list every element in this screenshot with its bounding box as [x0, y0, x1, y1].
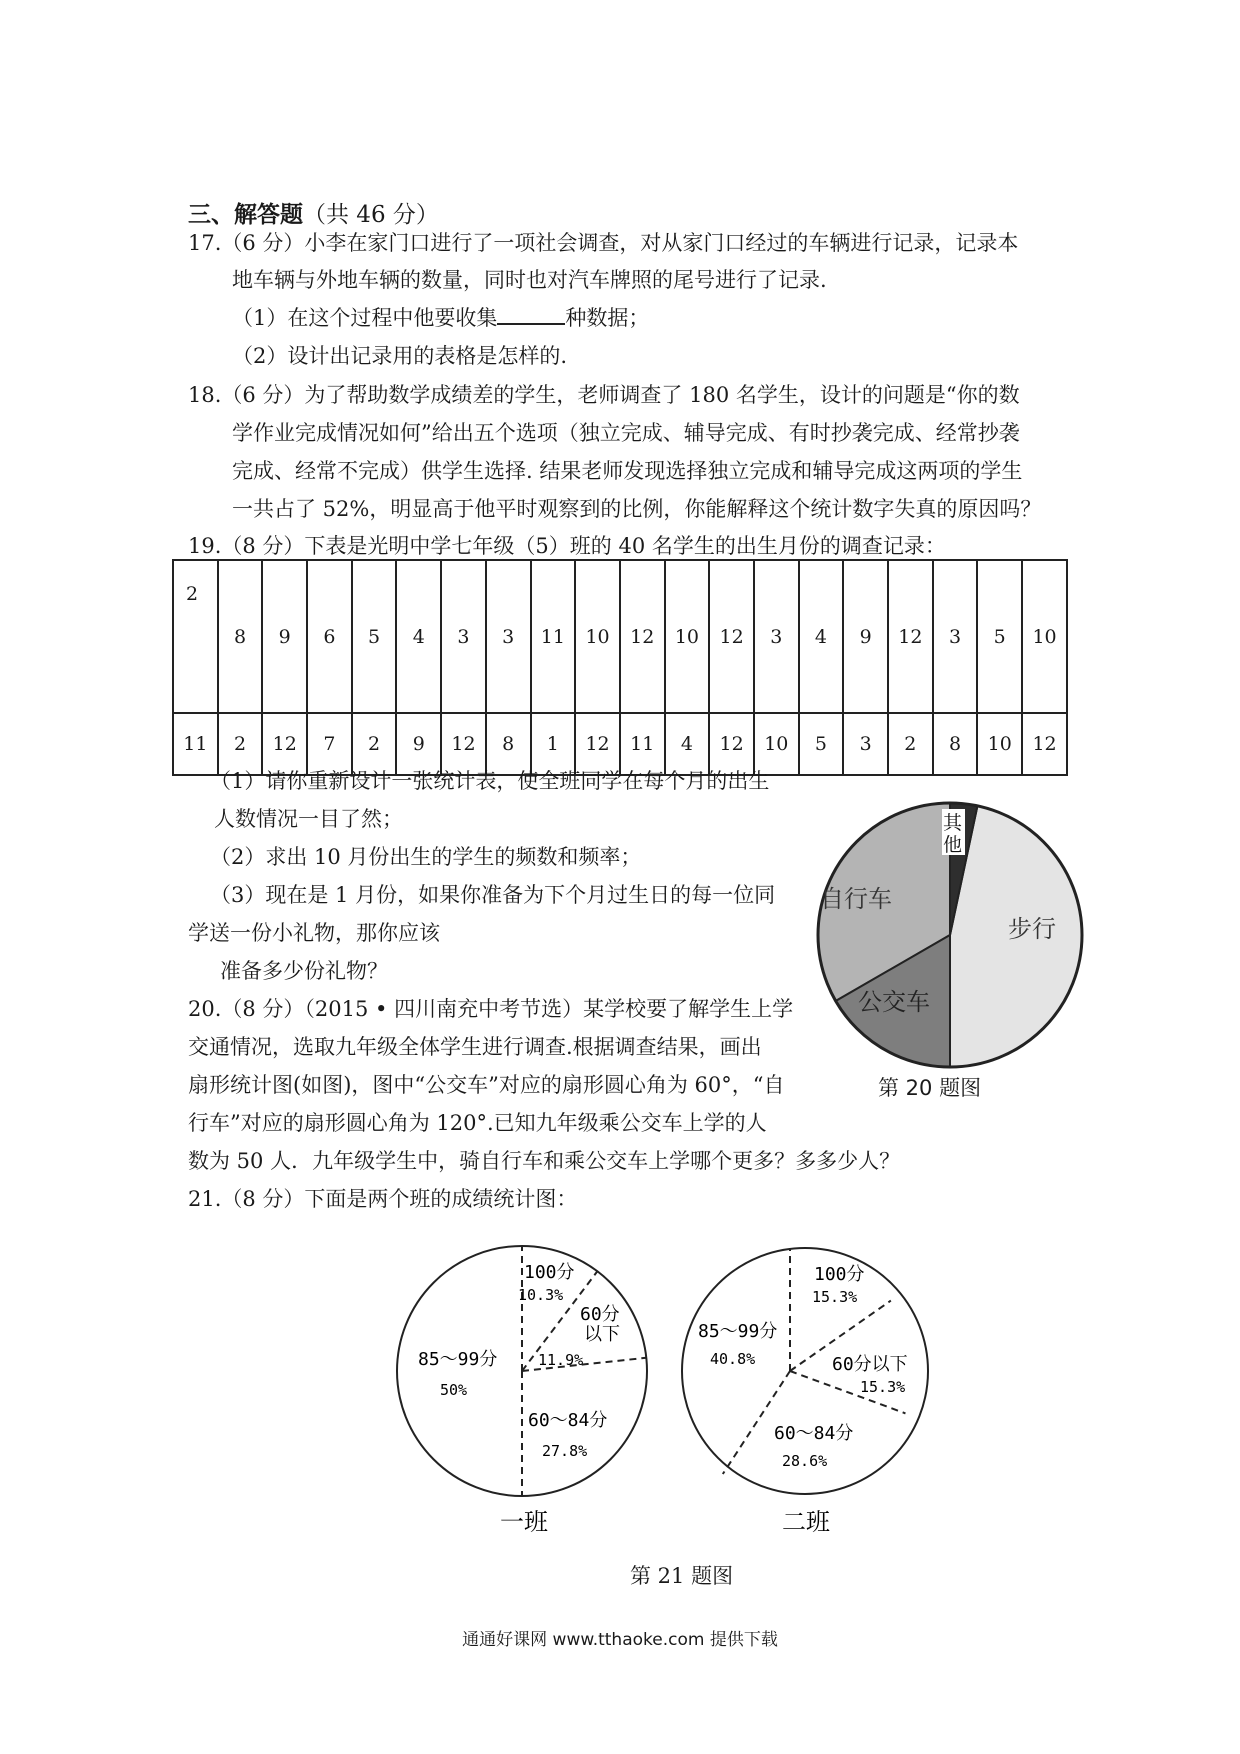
label-bike: 自行车 — [820, 885, 892, 913]
class1-score-pie — [390, 1240, 660, 1540]
table-cell: 12 — [620, 560, 665, 713]
class2-title: 二班 — [782, 1508, 830, 1536]
class2-pct-6084: 28.6% — [782, 1452, 828, 1470]
class2-label-8599: 85～99分 — [698, 1321, 778, 1342]
class2-label-6084: 60～84分 — [774, 1423, 854, 1444]
class1-label-8599: 85～99分 — [418, 1349, 498, 1370]
birth-month-table — [172, 559, 1068, 776]
q19-sub3c: 准备多少份礼物？ — [220, 959, 388, 983]
q20-line1: 20.（8 分）（2015 • 四川南充中考节选）某学校要了解学生上学 — [188, 997, 794, 1021]
q17-line2: 地车辆与外地车辆的数量，同时也对汽车牌照的尾号进行了记录. — [232, 268, 827, 292]
table-cell: 8 — [933, 713, 978, 775]
table-cell: 10 — [665, 560, 710, 713]
label-bus: 公交车 — [858, 988, 930, 1016]
table-cell: 6 — [307, 560, 352, 713]
table-cell: 9 — [843, 560, 888, 713]
table-cell: 11 — [620, 713, 665, 775]
table-cell: 4 — [665, 713, 710, 775]
table-row-1 — [173, 560, 1067, 713]
table-cell: 5 — [799, 713, 844, 775]
label-walk: 步行 — [1008, 915, 1056, 943]
class1-label-6084: 60～84分 — [528, 1410, 608, 1431]
table-cell: 10 — [575, 560, 620, 713]
q18-line1: 18.（6 分）为了帮助数学成绩差的学生，老师调查了 180 名学生，设计的问题是“你的数 — [188, 383, 1020, 407]
class1-label-60a: 60分 — [580, 1304, 620, 1325]
answer-blank[interactable] — [497, 303, 565, 325]
q19-line1: 19.（8 分）下表是光明中学七年级（5）班的 40 名学生的出生月份的调查记录： — [188, 534, 946, 558]
table-cell: 12 — [575, 713, 620, 775]
section-points: （共 46 分） — [303, 202, 439, 228]
q20-line2: 交通情况，选取九年级全体学生进行调查.根据调查结果，画出 — [188, 1035, 762, 1059]
table-cell: 5 — [352, 560, 397, 713]
footer-text: 通通好课网 www.tthaoke.com 提供下载 — [462, 1630, 778, 1650]
table-cell: 12 — [709, 713, 754, 775]
q20-line5: 数为 50 人．九年级学生中，骑自行车和乘公交车上学哪个更多？多多少人？ — [188, 1149, 901, 1173]
table-cell: 2 — [888, 713, 933, 775]
q17-sub1-before: （1）在这个过程中他要收集 — [232, 306, 498, 330]
class1-pct-100: 10.3% — [518, 1286, 564, 1304]
table-cell: 2 — [173, 560, 218, 713]
table-cell: 3 — [441, 560, 486, 713]
table-cell: 3 — [933, 560, 978, 713]
q18-line2: 学作业完成情况如何”给出五个选项（独立完成、辅导完成、有时抄袭完成、经常抄袭 — [232, 421, 1020, 445]
table-cell: 11 — [173, 713, 218, 775]
table-cell: 9 — [262, 560, 307, 713]
q17-line1: 17.（6 分）小李在家门口进行了一项社会调查，对从家门口经过的车辆进行记录，记录本 — [188, 231, 1019, 255]
q19-sub1a: （1）请你重新设计一张统计表，使全班同学在每个月的出生 — [210, 769, 770, 793]
q19-sub1b: 人数情况一目了然； — [214, 807, 403, 831]
table-cell: 3 — [843, 713, 888, 775]
class1-label-100: 100分 — [524, 1262, 575, 1283]
table-cell: 4 — [396, 560, 441, 713]
label-other-a: 其 — [943, 812, 963, 834]
q17-sub1 — [232, 303, 649, 333]
table-cell: 7 — [307, 713, 352, 775]
class1-pct-6084: 27.8% — [542, 1442, 588, 1460]
q18-line3: 完成、经常不完成）供学生选择. 结果老师发现选择独立完成和辅导完成这两项的学生 — [232, 459, 1023, 483]
label-other-b: 他 — [943, 834, 963, 856]
section-title — [188, 196, 439, 229]
q20-line3: 扇形统计图(如图)，图中“公交车”对应的扇形圆心角为 60°，“自 — [188, 1073, 785, 1097]
q17-sub1-after: 种数据； — [565, 306, 650, 330]
class1-pct-8599: 50% — [440, 1381, 468, 1399]
q20-line4: 行车”对应的扇形圆心角为 120°.已知九年级乘公交车上学的人 — [188, 1111, 767, 1135]
table-cell: 12 — [1022, 713, 1067, 775]
table-cell: 4 — [799, 560, 844, 713]
section-title-text: 三、解答题 — [188, 202, 303, 228]
table-cell: 2 — [352, 713, 397, 775]
table-cell: 9 — [396, 713, 441, 775]
class2-pct-100: 15.3% — [812, 1288, 858, 1306]
table-cell: 3 — [486, 560, 531, 713]
q17-sub2: （2）设计出记录用的表格是怎样的. — [232, 344, 568, 368]
table-cell: 2 — [218, 713, 263, 775]
table-cell: 1 — [531, 713, 576, 775]
class1-title: 一班 — [500, 1508, 548, 1536]
class2-score-pie — [672, 1240, 942, 1540]
table-cell: 12 — [262, 713, 307, 775]
table-cell: 11 — [531, 560, 576, 713]
table-cell: 12 — [888, 560, 933, 713]
q19-sub2: （2）求出 10 月份出生的学生的频数和频率； — [210, 845, 642, 869]
class2-label-100: 100分 — [814, 1264, 865, 1285]
class2-label-60: 60分以下 — [832, 1354, 908, 1375]
class1-label-60b: 以下 — [584, 1324, 620, 1345]
table-cell: 10 — [754, 713, 799, 775]
table-cell: 8 — [218, 560, 263, 713]
class2-pct-8599: 40.8% — [710, 1350, 756, 1368]
table-cell: 5 — [977, 560, 1022, 713]
q18-line4: 一共占了 52%，明显高于他平时观察到的比例，你能解释这个统计数字失真的原因吗？ — [232, 497, 1042, 521]
table-cell: 12 — [709, 560, 754, 713]
fig20-caption: 第 20 题图 — [878, 1076, 982, 1100]
table-cell: 8 — [486, 713, 531, 775]
q19-sub3b: 学送一份小礼物，那你应该 — [188, 921, 440, 945]
class2-pct-60: 15.3% — [860, 1378, 906, 1396]
q21-line1: 21.（8 分）下面是两个班的成绩统计图： — [188, 1187, 578, 1211]
fig21-caption: 第 21 题图 — [630, 1564, 734, 1588]
table-cell: 3 — [754, 560, 799, 713]
table-cell: 10 — [1022, 560, 1067, 713]
class1-pct-60: 11.9% — [538, 1351, 584, 1369]
q19-sub3a: （3）现在是 1 月份，如果你准备为下个月过生日的每一位同 — [210, 883, 776, 907]
table-cell: 10 — [977, 713, 1022, 775]
transport-pie-chart — [810, 795, 1090, 1075]
table-cell: 12 — [441, 713, 486, 775]
